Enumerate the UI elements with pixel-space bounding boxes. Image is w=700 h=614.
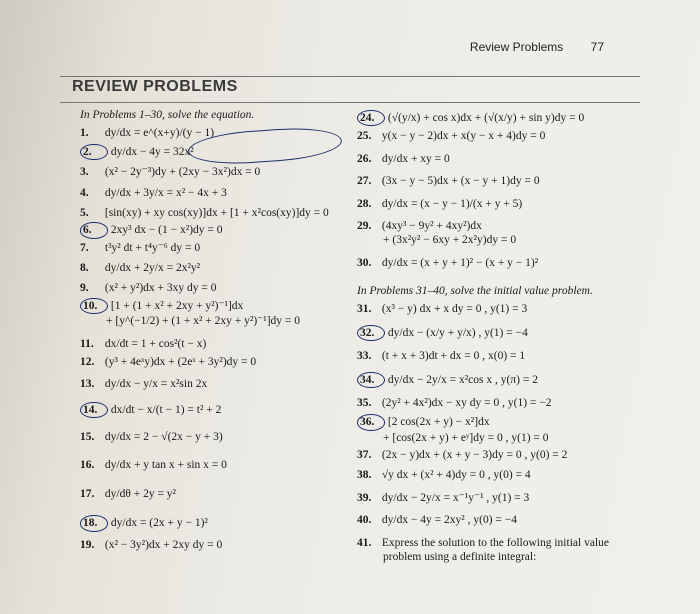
problem-13: 13. dy/dx − y/x = x²sin 2x [80,378,208,391]
problem-37: 37. (2x − y)dx + (x + y − 3)dy = 0 , y(0) = 2 [357,449,568,461]
problem-24: 24. (√(y/x) + cos x)dx + (√(x/y) + sin y)dy = 0 [357,110,657,126]
problem-40: 40. dy/dx − 4y = 2xy² , y(0) = −4 [357,514,517,527]
problem-31: 31. (x³ − y) dx + x dy = 0 , y(1) = 3 [357,303,528,316]
problem-1: 1. dy/dx = e^(x+y)/(y − 1) [80,127,215,140]
right-column [357,110,657,564]
problem-19: 19. (x² − 3y²)dx + 2xy dy = 0 [80,538,223,551]
problem-26: 26. dy/dx + xy = 0 [357,152,450,165]
problem-32: 32. dy/dx − (x/y + y/x) , y(1) = −4 [357,325,657,341]
problem-36-continued: + [cos(2x + y) + eʸ]dy = 0 , y(1) = 0 [383,431,549,444]
right-instruction: In Problems 31–40, solve the initial value problem. [357,285,593,297]
section-title: REVIEW PROBLEMS [72,78,238,95]
problem-6: 6. 2xy³ dx − (1 − x²)dy = 0 [80,222,350,238]
problem-5: 5. [sin(xy) + xy cos(xy)]dx + [1 + x²cos(xy)]dy = 0 [80,206,329,219]
left-instruction: In Problems 1–30, solve the equation. [80,109,255,121]
problem-29: 29. (4xy³ − 9y² + 4xy²)dx [357,219,482,232]
problem-36: 36. [2 cos(2x + y) − x²]dx [357,414,657,430]
problem-41-continued: problem using a definite integral: [383,550,537,563]
problem-11: 11. dx/dt = 1 + cos²(t − x) [80,337,207,350]
problem-12: 12. (y³ + 4eˣy)dx + (2eˣ + 3y²)dy = 0 [80,355,257,368]
header-title: Review Problems [469,40,564,54]
left-column [80,108,350,552]
running-header [470,40,604,54]
problem-38: 38. √y dx + (x² + 4)dy = 0 , y(0) = 4 [357,469,531,482]
problem-39: 39. dy/dx − 2y/x = x⁻¹y⁻¹ , y(1) = 3 [357,491,530,504]
problem-2: 2. dy/dx − 4y = 32x² [80,144,350,160]
problem-4: 4. dy/dx + 3y/x = x² − 4x + 3 [80,186,227,199]
problem-14: 14. dx/dt − x/(t − 1) = t² + 2 [80,402,350,418]
section-rule-bottom [60,102,640,103]
problem-9: 9. (x² + y²)dx + 3xy dy = 0 [80,282,217,295]
problem-29-continued: + (3x²y² − 6xy + 2x²y)dy = 0 [383,234,517,247]
problem-3: 3. (x² − 2y⁻³)dy + (2xy − 3x²)dx = 0 [80,166,261,179]
problem-15: 15. dy/dx = 2 − √(2x − y + 3) [80,431,223,443]
problem-8: 8. dy/dx + 2y/x = 2x²y² [80,262,201,274]
problem-33: 33. (t + x + 3)dt + dx = 0 , x(0) = 1 [357,350,526,363]
problem-18: 18. dy/dx = (2x + y − 1)² [80,515,350,531]
problem-28: 28. dy/dx = (x − y − 1)/(x + y + 5) [357,197,523,210]
page-number: 77 [590,40,604,54]
problem-30: 30. dy/dx = (x + y + 1)² − (x + y − 1)² [357,256,539,269]
problem-34: 34. dy/dx − 2y/x = x²cos x , y(π) = 2 [357,372,657,388]
problem-35: 35. (2y² + 4x²)dx − xy dy = 0 , y(1) = −2 [357,396,552,409]
problem-10-continued: + [y^(−1/2) + (1 + x² + 2xy + y²)⁻¹]dy = 0 [106,315,301,328]
problem-7: 7. t³y² dt + t⁴y⁻⁶ dy = 0 [80,241,201,254]
problem-10: 10. [1 + (1 + x² + 2xy + y²)⁻¹]dx [80,298,350,314]
problem-27: 27. (3x − y − 5)dx + (x − y + 1)dy = 0 [357,175,540,188]
problem-41: 41. Express the solution to the following initial value [357,536,609,549]
problem-25: 25. y(x − y − 2)dx + x(y − x + 4)dy = 0 [357,130,546,143]
section-rule-top [60,76,640,77]
problem-16: 16. dy/dx + y tan x + sin x = 0 [80,459,227,472]
problem-17: 17. dy/dθ + 2y = y² [80,487,176,500]
